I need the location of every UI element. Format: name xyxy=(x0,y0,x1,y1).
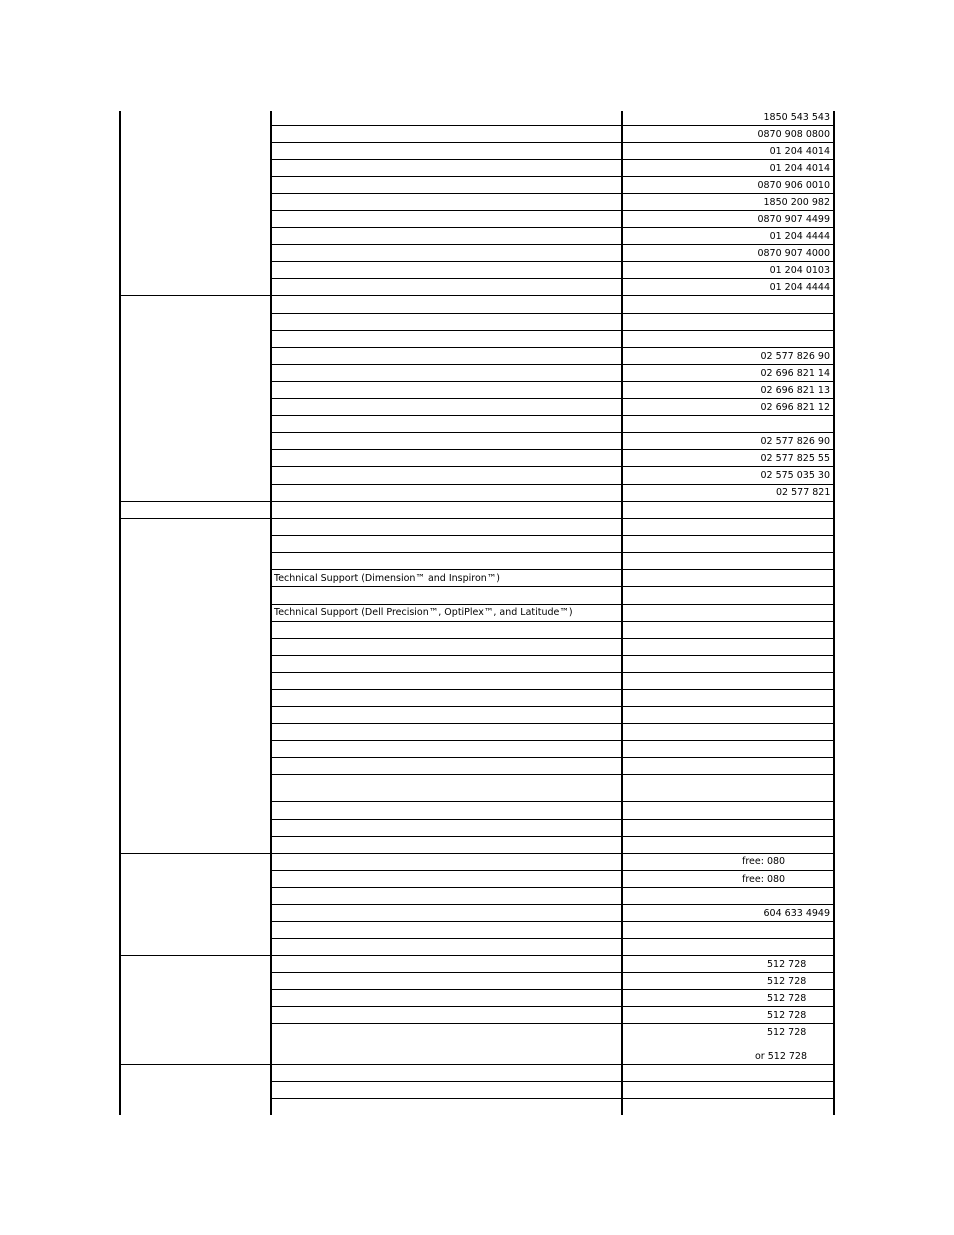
table-row-rule xyxy=(271,295,834,296)
service-label: Technical Support (Dimension™ and Inspiron™) xyxy=(274,573,501,584)
phone-number: 02 577 826 90 xyxy=(760,436,830,447)
phone-number: 02 577 825 55 xyxy=(760,453,830,464)
table-row-rule xyxy=(271,989,834,990)
table-row-rule xyxy=(271,836,834,837)
table-row-rule xyxy=(271,193,834,194)
table-row-rule xyxy=(271,870,834,871)
section-rule xyxy=(119,955,271,956)
table-row-rule xyxy=(271,921,834,922)
phone-number: 604 633 4949 xyxy=(763,908,830,919)
table-row-rule xyxy=(271,740,834,741)
phone-number: 02 696 821 12 xyxy=(760,402,830,413)
table-row-rule xyxy=(271,466,834,467)
phone-number: 0870 907 4000 xyxy=(757,248,830,259)
table-row-rule xyxy=(271,757,834,758)
table-row-rule xyxy=(271,819,834,820)
table-row-rule xyxy=(271,621,834,622)
table-row-rule xyxy=(271,159,834,160)
table-row-rule xyxy=(271,176,834,177)
table-row-rule xyxy=(271,1023,834,1024)
table-row-rule xyxy=(271,278,834,279)
table-row-rule xyxy=(271,1064,834,1065)
section-rule xyxy=(119,853,271,854)
table-row-rule xyxy=(271,1081,834,1082)
table-row-rule xyxy=(271,347,834,348)
section-rule xyxy=(119,295,271,296)
table-row-rule xyxy=(271,853,834,854)
section-rule xyxy=(119,501,271,502)
table-row-rule xyxy=(271,415,834,416)
table-row-rule xyxy=(271,398,834,399)
table-row-rule xyxy=(271,313,834,314)
phone-number: 512 728 xyxy=(767,976,807,987)
phone-number: 1850 543 543 xyxy=(763,112,830,123)
phone-number: 0870 906 0010 xyxy=(757,180,830,191)
table-row-rule xyxy=(271,1098,834,1099)
phone-number: 512 728 xyxy=(767,993,807,1004)
table-row-rule xyxy=(271,432,834,433)
section-rule xyxy=(119,1064,271,1065)
table-row-rule xyxy=(271,1006,834,1007)
phone-number: 02 696 821 14 xyxy=(760,368,830,379)
table-row-rule xyxy=(271,723,834,724)
table-row-rule xyxy=(271,244,834,245)
phone-number: or 512 728 xyxy=(755,1051,808,1062)
section-rule xyxy=(119,518,271,519)
table-row-rule xyxy=(271,887,834,888)
table-row-rule xyxy=(271,972,834,973)
table-row-rule xyxy=(271,706,834,707)
table-row-rule xyxy=(271,801,834,802)
phone-number: 0870 908 0800 xyxy=(757,129,830,140)
table-row-rule xyxy=(271,655,834,656)
table-row-rule xyxy=(271,955,834,956)
table-row-rule xyxy=(271,638,834,639)
table-row-rule xyxy=(271,535,834,536)
table-row-rule xyxy=(271,125,834,126)
phone-number: 01 204 4014 xyxy=(769,163,830,174)
table-row-rule xyxy=(271,672,834,673)
table-row-rule xyxy=(271,330,834,331)
table-row-rule xyxy=(271,364,834,365)
table-row-rule xyxy=(271,689,834,690)
table-row-rule xyxy=(271,552,834,553)
phone-number: free: 080 xyxy=(742,874,786,885)
service-label: Technical Support (Dell Precision™, OptiPlex™, and Latitude™) xyxy=(274,607,573,618)
phone-number: 02 696 821 13 xyxy=(760,385,830,396)
phone-number: 02 577 821 xyxy=(776,487,831,498)
phone-number: 01 204 4444 xyxy=(769,231,830,242)
table-row-rule xyxy=(271,484,834,485)
phone-number: 02 577 826 90 xyxy=(760,351,830,362)
table-row-rule xyxy=(271,518,834,519)
table-row-rule xyxy=(271,501,834,502)
table-row-rule xyxy=(271,227,834,228)
table-row-rule xyxy=(271,904,834,905)
phone-number: 01 204 4014 xyxy=(769,146,830,157)
table-row-rule xyxy=(271,210,834,211)
table-row-rule xyxy=(271,449,834,450)
table-row-rule xyxy=(271,261,834,262)
phone-number: 512 728 xyxy=(767,959,807,970)
phone-number: 02 575 035 30 xyxy=(760,470,830,481)
table-row-rule xyxy=(271,774,834,775)
table-row-rule xyxy=(271,604,834,605)
table-row-rule xyxy=(271,381,834,382)
phone-number: 512 728 xyxy=(767,1027,807,1038)
table-row-rule xyxy=(271,569,834,570)
phone-number: 1850 200 982 xyxy=(763,197,830,208)
phone-number: 512 728 xyxy=(767,1010,807,1021)
phone-number: 01 204 4444 xyxy=(769,282,830,293)
phone-number: free: 080 xyxy=(742,856,786,867)
phone-number: 01 204 0103 xyxy=(769,265,830,276)
table-column-rule xyxy=(119,111,121,1115)
table-row-rule xyxy=(271,142,834,143)
table-row-rule xyxy=(271,938,834,939)
table-row-rule xyxy=(271,586,834,587)
phone-number: 0870 907 4499 xyxy=(757,214,830,225)
